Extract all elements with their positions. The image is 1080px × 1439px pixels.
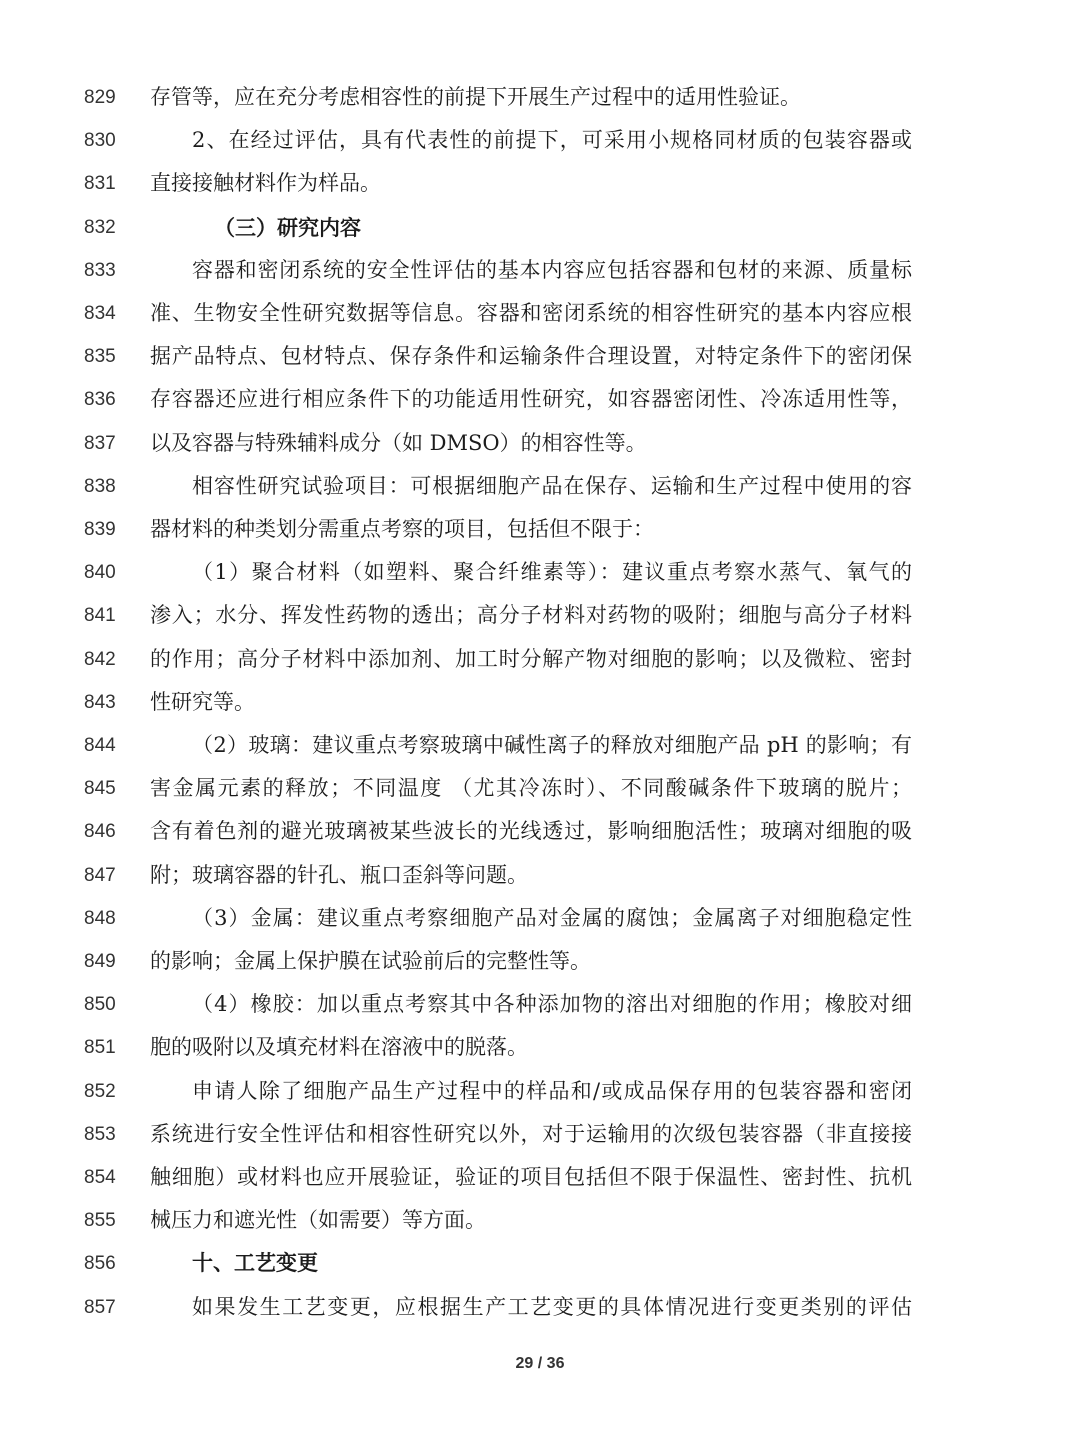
document-line [0, 162, 1080, 205]
line-number: 844 [84, 735, 116, 756]
document-line [0, 1070, 1080, 1113]
line-number: 837 [84, 432, 116, 454]
line-number: 839 [84, 519, 116, 540]
document-line [0, 810, 1080, 853]
document-line [0, 940, 1080, 983]
line-number: 830 [84, 130, 116, 152]
document-line [0, 1199, 1080, 1242]
line-number: 838 [84, 475, 116, 497]
line-number: 857 [84, 1296, 116, 1318]
document-line [0, 638, 1080, 681]
line-text: 性研究等。 [150, 689, 255, 714]
line-text: 如果发生工艺变更，应根据生产工艺变更的具体情况进行变更类别的评估 [192, 1294, 912, 1319]
document-line [0, 335, 1080, 378]
line-text: 害金属元素的释放；不同温度 （尤其冷冻时）、不同酸碱条件下玻璃的脱片； [150, 776, 912, 801]
line-number: 834 [84, 303, 116, 324]
line-text: 的作用；高分子材料中添加剂、加工时分解产物对细胞的影响；以及微粒、密封 [150, 646, 912, 671]
document-line [0, 76, 1080, 119]
line-number: 831 [84, 173, 116, 195]
line-number: 842 [84, 648, 116, 670]
document-line [0, 854, 1080, 897]
line-text: 械压力和遮光性（如需要）等方面。 [150, 1208, 486, 1233]
document-line [0, 897, 1080, 940]
document-line [0, 983, 1080, 1026]
line-number: 843 [84, 691, 116, 713]
line-number: 836 [84, 389, 116, 411]
document-line [0, 508, 1080, 551]
line-text: 胞的吸附以及填充材料在溶液中的脱落。 [150, 1035, 528, 1060]
line-number: 856 [84, 1253, 116, 1275]
document-line [0, 1286, 1080, 1329]
line-number: 845 [84, 778, 116, 800]
line-text: 器材料的种类划分需重点考察的项目，包括但不限于： [150, 517, 654, 541]
line-text: 申请人除了细胞产品生产过程中的样品和/或成品保存用的包装容器和密闭 [192, 1078, 912, 1103]
line-number: 840 [84, 562, 116, 584]
line-number: 832 [84, 216, 116, 238]
line-text: 系统进行安全性评估和相容性研究以外，对于运输用的次级包装容器（非直接接 [150, 1121, 912, 1146]
document-line [0, 1113, 1080, 1156]
line-number: 853 [84, 1123, 116, 1145]
line-text: （3）金属：建议重点考察细胞产品对金属的腐蚀；金属离子对细胞稳定性 [192, 905, 912, 930]
line-number: 849 [84, 951, 116, 972]
document-line [0, 249, 1080, 292]
document-line [0, 1026, 1080, 1069]
line-text: 相容性研究试验项目：可根据细胞产品在保存、运输和生产过程中使用的容 [192, 473, 912, 498]
line-text: 2、在经过评估，具有代表性的前提下，可采用小规格同材质的包装容器或 [192, 128, 912, 153]
document-line [0, 681, 1080, 724]
document-line [0, 378, 1080, 421]
line-text: （1）聚合材料（如塑料、聚合纤维素等）：建议重点考察水蒸气、氧气的 [192, 560, 912, 585]
line-text: 附；玻璃容器的针孔、瓶口歪斜等问题。 [150, 862, 528, 887]
line-text: 渗入；水分、挥发性药物的透出；高分子材料对药物的吸附；细胞与高分子材料 [150, 603, 912, 628]
line-number: 841 [84, 605, 116, 627]
document-line [0, 1242, 1080, 1285]
line-text: 直接接触材料作为样品。 [150, 171, 381, 196]
line-number: 851 [84, 1037, 116, 1059]
line-number: 835 [84, 346, 116, 368]
page-number: 29 / 36 [515, 1355, 565, 1372]
line-number: 848 [84, 907, 116, 929]
document-line [0, 594, 1080, 637]
document-line [0, 551, 1080, 594]
line-number: 854 [84, 1167, 116, 1188]
line-text: （2）玻璃：建议重点考察玻璃中碱性离子的释放对细胞产品 pH 的影响；有 [192, 733, 912, 757]
line-number: 852 [84, 1080, 116, 1102]
line-number: 847 [84, 864, 116, 886]
document-line [0, 767, 1080, 810]
line-text: 触细胞）或材料也应开展验证，验证的项目包括但不限于保温性、密封性、抗机 [150, 1165, 912, 1189]
line-text: 的影响；金属上保护膜在试验前后的完整性等。 [150, 949, 591, 973]
line-number: 850 [84, 994, 116, 1016]
line-number: 833 [84, 259, 116, 281]
line-number: 829 [84, 87, 116, 108]
document-line [0, 206, 1080, 249]
document-line [0, 465, 1080, 508]
document-line [0, 292, 1080, 335]
line-text: 含有着色剂的避光玻璃被某些波长的光线透过，影响细胞活性；玻璃对细胞的吸 [150, 819, 912, 844]
line-number: 855 [84, 1210, 116, 1232]
line-text: 存管等，应在充分考虑相容性的前提下开展生产过程中的适用性验证。 [150, 85, 801, 109]
section-heading: 十、工艺变更 [192, 1251, 318, 1276]
document-line [0, 1156, 1080, 1199]
line-number: 846 [84, 821, 116, 843]
section-heading: （三）研究内容 [214, 214, 361, 240]
line-text: 容器和密闭系统的安全性评估的基本内容应包括容器和包材的来源、质量标 [192, 257, 912, 282]
document-line [0, 724, 1080, 767]
document-line [0, 119, 1080, 162]
line-text: 以及容器与特殊辅料成分（如 DMSO）的相容性等。 [150, 430, 647, 455]
document-line [0, 422, 1080, 465]
line-text: 存容器还应进行相应条件下的功能适用性研究，如容器密闭性、冷冻适用性等， [150, 387, 912, 412]
line-text: 据产品特点、包材特点、保存条件和运输条件合理设置，对特定条件下的密闭保 [150, 344, 912, 369]
line-text: 准、生物安全性研究数据等信息。容器和密闭系统的相容性研究的基本内容应根 [150, 301, 912, 325]
line-text: （4）橡胶：加以重点考察其中各种添加物的溶出对细胞的作用；橡胶对细 [192, 992, 912, 1017]
